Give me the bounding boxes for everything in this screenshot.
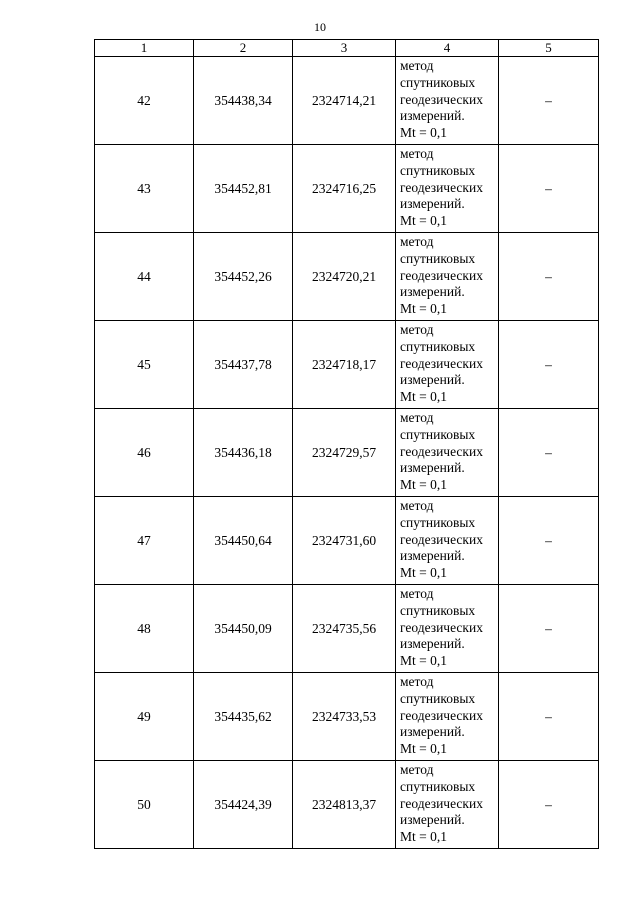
column-5-cell: – — [499, 585, 599, 673]
method-line: спутниковых — [400, 602, 476, 618]
y-coordinate-cell: 2324714,21 — [293, 57, 396, 145]
method-text — [400, 409, 498, 494]
method-line: Mt = 0,1 — [400, 213, 447, 229]
x-coordinate-cell: 354450,64 — [194, 497, 293, 585]
method-line: измерений. — [400, 548, 465, 564]
header-row — [95, 40, 599, 57]
point-number-cell: 46 — [95, 409, 194, 497]
method-line: измерений. — [400, 636, 465, 652]
table-row — [95, 321, 599, 409]
y-coordinate-cell: 2324813,37 — [293, 761, 396, 849]
method-text — [400, 585, 498, 670]
method-line: измерений. — [400, 284, 465, 300]
table-body — [95, 57, 599, 849]
method-cell — [396, 145, 499, 233]
y-coordinate-cell: 2324718,17 — [293, 321, 396, 409]
table-row — [95, 673, 599, 761]
method-cell — [396, 585, 499, 673]
method-line: спутниковых — [400, 338, 476, 354]
method-line: измерений. — [400, 812, 465, 828]
method-line: спутниковых — [400, 162, 476, 178]
method-line: метод — [400, 58, 434, 73]
point-number-cell: 49 — [95, 673, 194, 761]
method-line: геодезических — [400, 267, 483, 283]
method-text — [400, 673, 498, 758]
x-coordinate-cell: 354437,78 — [194, 321, 293, 409]
method-line: спутниковых — [400, 426, 476, 442]
column-5-cell: – — [499, 761, 599, 849]
x-coordinate-cell: 354424,39 — [194, 761, 293, 849]
table-row — [95, 761, 599, 849]
column-5-cell: – — [499, 673, 599, 761]
method-line: геодезических — [400, 707, 483, 723]
y-coordinate-cell: 2324729,57 — [293, 409, 396, 497]
point-number-cell: 42 — [95, 57, 194, 145]
table-row — [95, 145, 599, 233]
column-5-cell: – — [499, 321, 599, 409]
x-coordinate-cell: 354450,09 — [194, 585, 293, 673]
x-coordinate-cell: 354452,81 — [194, 145, 293, 233]
method-line: метод — [400, 674, 434, 689]
method-line: Mt = 0,1 — [400, 565, 447, 581]
method-line: геодезических — [400, 179, 483, 195]
y-coordinate-cell: 2324720,21 — [293, 233, 396, 321]
point-number-cell: 50 — [95, 761, 194, 849]
x-coordinate-cell: 354436,18 — [194, 409, 293, 497]
method-text — [400, 761, 498, 846]
method-line: Mt = 0,1 — [400, 125, 447, 141]
method-line: Mt = 0,1 — [400, 477, 447, 493]
table-row — [95, 585, 599, 673]
method-text — [400, 145, 498, 230]
method-line: спутниковых — [400, 74, 476, 90]
method-cell — [396, 761, 499, 849]
method-line: спутниковых — [400, 690, 476, 706]
method-line: измерений. — [400, 108, 465, 124]
method-line: измерений. — [400, 196, 465, 212]
method-line: Mt = 0,1 — [400, 653, 447, 669]
method-line: геодезических — [400, 795, 483, 811]
method-line: метод — [400, 586, 434, 601]
y-coordinate-cell: 2324731,60 — [293, 497, 396, 585]
column-5-cell: – — [499, 145, 599, 233]
x-coordinate-cell: 354452,26 — [194, 233, 293, 321]
method-text — [400, 57, 498, 142]
x-coordinate-cell: 354438,34 — [194, 57, 293, 145]
x-coordinate-cell: 354435,62 — [194, 673, 293, 761]
column-5-cell: – — [499, 497, 599, 585]
method-line: спутниковых — [400, 514, 476, 530]
table-row — [95, 497, 599, 585]
method-cell — [396, 497, 499, 585]
method-line: измерений. — [400, 460, 465, 476]
method-line: измерений. — [400, 372, 465, 388]
method-cell — [396, 409, 499, 497]
y-coordinate-cell: 2324733,53 — [293, 673, 396, 761]
header-cell-2: 2 — [194, 40, 293, 57]
method-line: Mt = 0,1 — [400, 389, 447, 405]
method-cell — [396, 321, 499, 409]
method-line: геодезических — [400, 619, 483, 635]
method-cell — [396, 233, 499, 321]
page-number: 10 — [314, 20, 326, 34]
method-line: Mt = 0,1 — [400, 741, 447, 757]
method-line: Mt = 0,1 — [400, 301, 447, 317]
point-number-cell: 45 — [95, 321, 194, 409]
method-text — [400, 497, 498, 582]
method-line: измерений. — [400, 724, 465, 740]
method-line: метод — [400, 234, 434, 249]
method-line: метод — [400, 498, 434, 513]
header-cell-1: 1 — [95, 40, 194, 57]
point-number-cell: 43 — [95, 145, 194, 233]
table-row — [95, 409, 599, 497]
method-line: спутниковых — [400, 250, 476, 266]
point-number-cell: 47 — [95, 497, 194, 585]
method-line: метод — [400, 762, 434, 777]
method-line: Mt = 0,1 — [400, 829, 447, 845]
method-cell — [396, 673, 499, 761]
point-number-cell: 44 — [95, 233, 194, 321]
header-cell-5: 5 — [499, 40, 599, 57]
point-number-cell: 48 — [95, 585, 194, 673]
y-coordinate-cell: 2324735,56 — [293, 585, 396, 673]
column-5-cell: – — [499, 57, 599, 145]
method-cell — [396, 57, 499, 145]
method-text — [400, 233, 498, 318]
method-line: геодезических — [400, 91, 483, 107]
header-cell-3: 3 — [293, 40, 396, 57]
coordinates-table — [94, 39, 599, 849]
method-line: геодезических — [400, 355, 483, 371]
method-line: метод — [400, 146, 434, 161]
method-line: геодезических — [400, 531, 483, 547]
method-line: спутниковых — [400, 778, 476, 794]
table-row — [95, 233, 599, 321]
column-5-cell: – — [499, 233, 599, 321]
method-line: геодезических — [400, 443, 483, 459]
header-cell-4: 4 — [396, 40, 499, 57]
method-line: метод — [400, 410, 434, 425]
table-row — [95, 57, 599, 145]
method-text — [400, 321, 498, 406]
method-line: метод — [400, 322, 434, 337]
column-5-cell: – — [499, 409, 599, 497]
y-coordinate-cell: 2324716,25 — [293, 145, 396, 233]
